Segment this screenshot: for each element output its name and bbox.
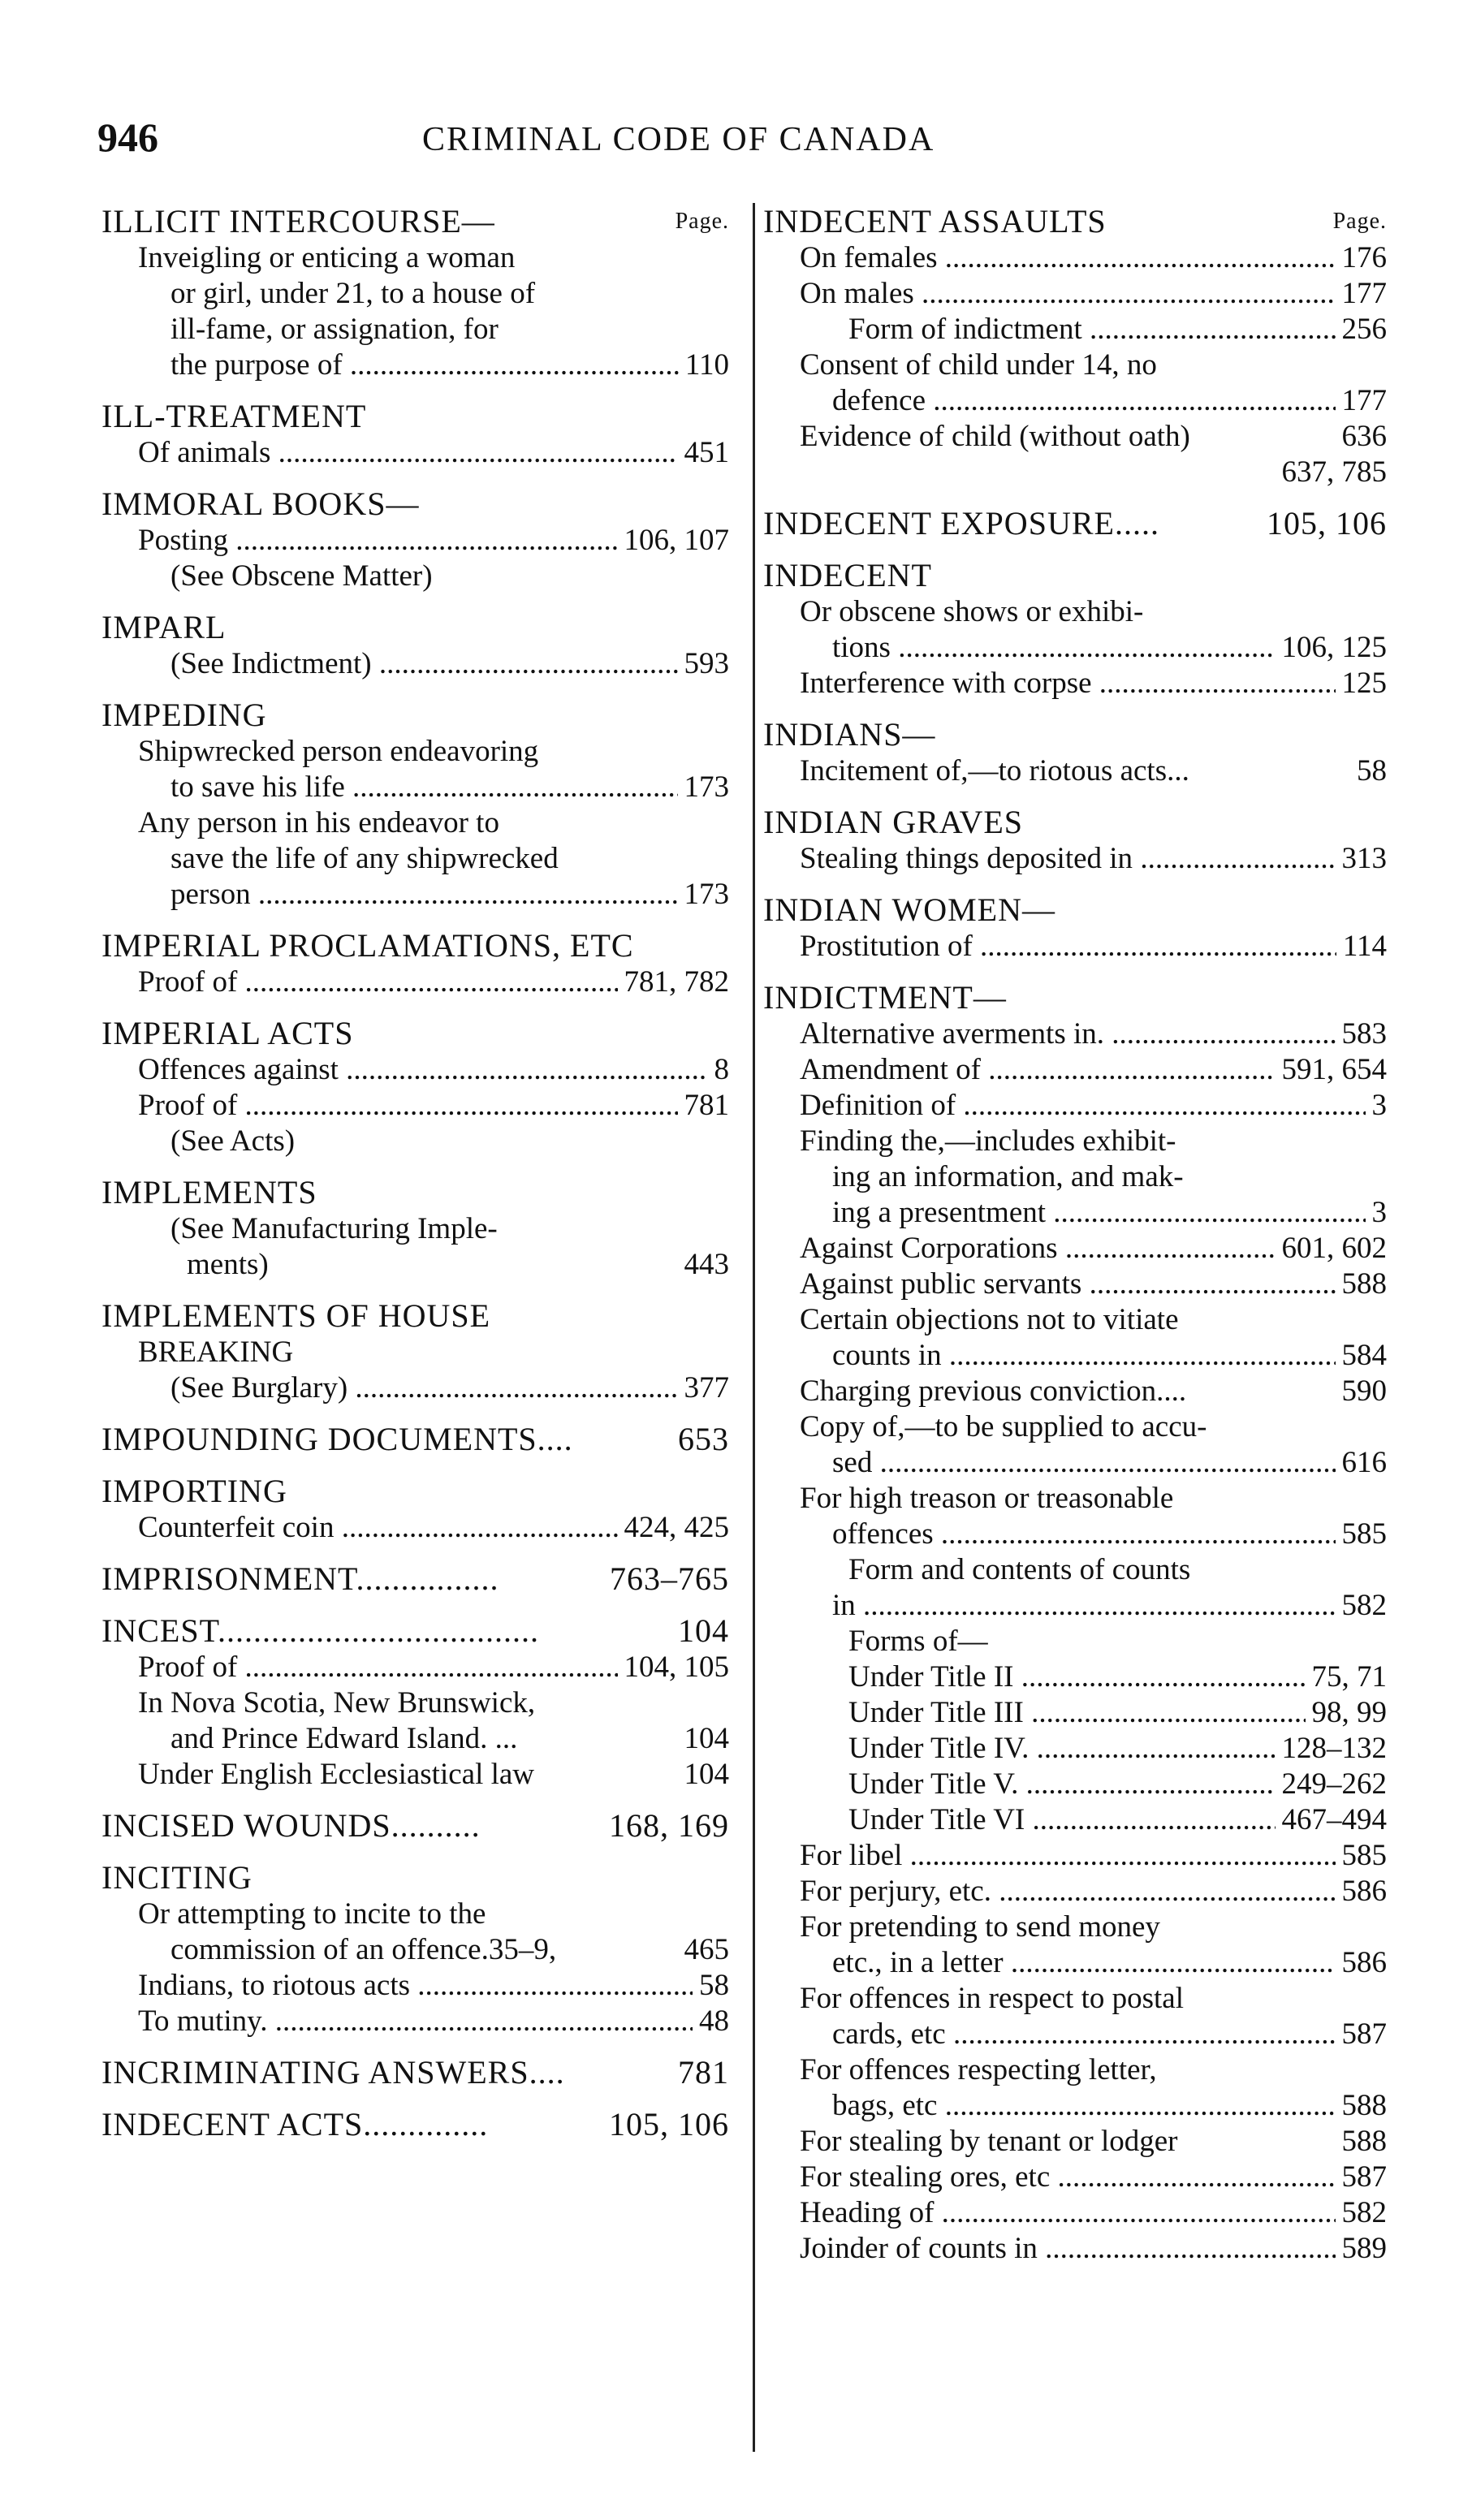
sub-entry — [763, 1374, 1396, 1409]
heading-text: IMPERIAL PROCLAMATIONS, ETC — [101, 927, 634, 964]
sub-entry — [101, 347, 739, 383]
entry-heading — [101, 1560, 739, 1598]
left-column — [101, 203, 739, 2158]
heading-text: INDECENT ASSAULTS — [763, 203, 1107, 239]
sub-entry — [101, 1124, 739, 1159]
sub-entry-text: Indians, to riotous acts ..... — [138, 1968, 693, 2004]
page-ref: 177 — [1341, 277, 1387, 310]
page-ref: 451 — [684, 436, 729, 469]
sub-entry-text: Proof of ..... — [138, 964, 618, 1000]
page-ref: 601, 602 — [1281, 1232, 1387, 1265]
entry-heading — [101, 2054, 739, 2091]
sub-entry-text: offences ..... — [832, 1517, 1336, 1552]
sub-entry — [763, 2231, 1396, 2267]
sub-entry — [101, 646, 739, 682]
entry-heading — [101, 927, 739, 964]
sub-entry — [763, 419, 1396, 455]
sub-entry-text: Charging previous conviction.... — [800, 1374, 1187, 1408]
sub-entry-text: ill-fame, or assignation, for — [171, 313, 499, 346]
entry-heading — [763, 557, 1396, 594]
sub-entry-text: For libel ..... — [800, 1838, 1336, 1874]
sub-entry-text: Certain objections not to vitiate — [800, 1303, 1179, 1336]
page-ref: 781, 782 — [624, 965, 729, 999]
sub-entry-text: Shipwrecked person endeavoring — [138, 735, 539, 768]
page-ref: 104, 105 — [624, 1651, 729, 1684]
sub-entry — [101, 435, 739, 471]
page-ref: 110 — [684, 348, 729, 382]
page-ref: 591, 654 — [1281, 1053, 1387, 1086]
heading-text: IMPERIAL ACTS — [101, 1015, 354, 1051]
entry-heading — [101, 203, 739, 240]
sub-entry-text: counts in ..... — [832, 1338, 1336, 1374]
sub-entry-text: Of animals ..... — [138, 435, 678, 471]
index-entry — [763, 804, 1396, 877]
sub-entry-text: Under Title V. ..... — [848, 1767, 1276, 1802]
sub-entry — [763, 2088, 1396, 2124]
sub-entry — [763, 1874, 1396, 1909]
page-ref: 106, 125 — [1281, 631, 1387, 664]
index-entry — [101, 398, 739, 471]
page-number: 946 — [97, 114, 158, 160]
sub-entry — [101, 1052, 739, 1088]
sub-entry — [101, 1088, 739, 1124]
sub-entry — [101, 1211, 739, 1247]
sub-entry — [101, 1968, 739, 2004]
index-entry — [101, 1807, 739, 1845]
sub-entry — [763, 1195, 1396, 1231]
page-ref: 637, 785 — [1281, 455, 1387, 489]
sub-entry — [763, 929, 1396, 964]
sub-entry — [101, 1650, 739, 1685]
entry-heading — [763, 716, 1396, 753]
page-ref: 593 — [684, 647, 729, 680]
sub-entry-text: (See Obscene Matter) — [171, 559, 433, 593]
sub-entry — [763, 347, 1396, 383]
entry-heading — [101, 1612, 739, 1650]
sub-entry-text: cards, etc ..... — [832, 2017, 1336, 2052]
sub-entry-text: Against public servants ..... — [800, 1266, 1336, 1302]
page-ref: 588 — [1341, 1267, 1387, 1301]
heading-text: ILL-TREATMENT — [101, 398, 367, 434]
heading-page-ref: 168, 169 — [609, 1807, 729, 1844]
sub-entry — [763, 1945, 1396, 1981]
sub-entry-text: Under English Ecclesiastical law — [138, 1758, 535, 1791]
heading-page-ref: 781 — [678, 2054, 729, 2091]
sub-entry-text: Inveigling or enticing a woman — [138, 241, 516, 274]
sub-entry-text: For pretending to send money — [800, 1910, 1160, 1944]
sub-entry-text: Incitement of,—to riotous acts... — [800, 754, 1189, 788]
sub-entry — [763, 1481, 1396, 1517]
sub-entry-text: For high treason or treasonable — [800, 1482, 1174, 1515]
sub-entry — [763, 1802, 1396, 1838]
index-entry — [763, 505, 1396, 542]
sub-entry-text: ments) — [187, 1248, 269, 1281]
sub-entry-text: etc., in a letter ..... — [832, 1945, 1336, 1981]
heading-page-ref: 763–765 — [610, 1560, 729, 1597]
page-ref: 256 — [1341, 313, 1387, 346]
page-ref: 98, 99 — [1311, 1696, 1387, 1729]
sub-entry-text: Form and contents of counts — [848, 1553, 1191, 1586]
heading-text: IMPRISONMENT................ — [101, 1560, 499, 1597]
sub-entry — [763, 841, 1396, 877]
index-entry — [763, 891, 1396, 964]
sub-entry-text: in ..... — [832, 1588, 1336, 1624]
sub-entry — [101, 1721, 739, 1757]
page-ref: 590 — [1341, 1374, 1387, 1408]
page-ref: 173 — [684, 878, 729, 911]
sub-entry-text: tions ..... — [832, 630, 1276, 666]
index-entry — [101, 1015, 739, 1159]
heading-text: INCISED WOUNDS.......... — [101, 1807, 481, 1844]
sub-entry — [763, 1409, 1396, 1445]
page-ref: 588 — [1341, 2125, 1387, 2158]
sub-entry-text: Definition of ..... — [800, 1088, 1366, 1124]
sub-entry — [101, 964, 739, 1000]
sub-entry — [763, 1767, 1396, 1802]
entry-heading — [763, 505, 1396, 542]
sub-entry — [101, 770, 739, 805]
sub-entry — [101, 1335, 739, 1370]
entry-heading — [101, 1421, 739, 1458]
heading-text: INCITING — [101, 1859, 253, 1896]
page-ref: 588 — [1341, 2089, 1387, 2122]
entry-heading — [101, 485, 739, 523]
sub-entry — [101, 1510, 739, 1546]
index-entry — [101, 203, 739, 383]
entry-heading — [101, 1807, 739, 1845]
sub-entry — [763, 1231, 1396, 1266]
sub-entry — [763, 753, 1396, 789]
sub-entry — [101, 559, 739, 594]
sub-entry — [763, 1838, 1396, 1874]
page-ref: 3 — [1371, 1089, 1387, 1122]
page-ref: 616 — [1341, 1446, 1387, 1479]
sub-entry-text: Prostitution of ..... — [800, 929, 1336, 964]
index-entry — [101, 1174, 739, 1283]
column-divider — [753, 203, 755, 2452]
heading-text: INCRIMINATING ANSWERS.... — [101, 2054, 565, 2091]
sub-entry — [101, 841, 739, 877]
index-entry — [101, 697, 739, 913]
index-entry — [763, 557, 1396, 701]
sub-entry — [763, 1159, 1396, 1195]
heading-text: INDECENT EXPOSURE..... — [763, 505, 1159, 542]
page-ref: 587 — [1341, 2160, 1387, 2194]
sub-entry-text: To mutiny. ..... — [138, 2004, 693, 2039]
index-entry — [101, 1612, 739, 1793]
sub-entry-text: sed ..... — [832, 1445, 1336, 1481]
sub-entry — [101, 312, 739, 347]
sub-entry — [763, 1659, 1396, 1695]
heading-page-ref: 653 — [678, 1421, 729, 1457]
page-ref: 58 — [699, 1969, 729, 2002]
heading-text: INDECENT — [763, 557, 932, 593]
sub-entry-text: Under Title VI ..... — [848, 1802, 1276, 1838]
page-column-label: Page. — [675, 209, 729, 234]
sub-entry-text: Posting ..... — [138, 523, 618, 559]
sub-entry — [763, 1016, 1396, 1052]
sub-entry — [763, 2124, 1396, 2160]
sub-entry-text: defence ..... — [832, 383, 1336, 419]
page-header — [97, 114, 1396, 170]
heading-text: ILLICIT INTERCOURSE— — [101, 203, 495, 239]
sub-entry-text: For offences respecting letter, — [800, 2053, 1157, 2086]
heading-text: INDECENT ACTS.............. — [101, 2106, 489, 2142]
sub-entry — [763, 666, 1396, 701]
sub-entry-text: For stealing ores, etc ..... — [800, 2160, 1336, 2195]
page-ref: 177 — [1341, 384, 1387, 417]
heading-text: INDIAN GRAVES — [763, 804, 1024, 840]
sub-entry — [763, 1981, 1396, 2017]
page-ref: 249–262 — [1281, 1767, 1387, 1801]
heading-text: IMPLEMENTS OF HOUSE — [101, 1297, 491, 1334]
sub-entry — [101, 1370, 739, 1406]
sub-entry — [763, 1124, 1396, 1159]
sub-entry-text: For perjury, etc. ..... — [800, 1874, 1336, 1909]
sub-entry — [763, 1088, 1396, 1124]
index-entry — [101, 927, 739, 1000]
sub-entry — [763, 383, 1396, 419]
sub-entry — [763, 1445, 1396, 1481]
sub-entry — [763, 630, 1396, 666]
page-ref: 128–132 — [1281, 1732, 1387, 1765]
entry-heading — [101, 1174, 739, 1211]
page-ref: 48 — [699, 2004, 729, 2038]
sub-entry-text: Any person in his endeavor to — [138, 806, 499, 839]
index-entry — [101, 1297, 739, 1406]
sub-entry-text: save the life of any shipwrecked — [171, 842, 559, 875]
heading-text: IMPEDING — [101, 697, 267, 733]
index-entry — [101, 2054, 739, 2091]
page-ref: 58 — [1357, 754, 1387, 788]
entry-heading — [101, 1015, 739, 1052]
sub-entry-text: and Prince Edward Island. ... — [171, 1722, 518, 1755]
sub-entry-text: For offences in respect to postal — [800, 1982, 1184, 2015]
heading-text: IMPORTING — [101, 1473, 287, 1509]
sub-entry — [101, 276, 739, 312]
sub-entry — [763, 1695, 1396, 1731]
sub-entry — [763, 2052, 1396, 2088]
sub-entry-text: Alternative averments in. ..... — [800, 1016, 1336, 1052]
page-ref: 587 — [1341, 2017, 1387, 2051]
sub-entry-text: BREAKING — [138, 1336, 294, 1369]
sub-entry — [763, 1517, 1396, 1552]
entry-heading — [763, 891, 1396, 929]
sub-entry — [101, 734, 739, 770]
sub-entry-text: (See Indictment) ..... — [171, 646, 678, 682]
sub-entry-text: Offences against ..... — [138, 1052, 708, 1088]
sub-entry-text: bags, etc ..... — [832, 2088, 1336, 2124]
sub-entry-text: Under Title III ..... — [848, 1695, 1306, 1731]
page-ref: 584 — [1341, 1339, 1387, 1372]
sub-entry-text: commission of an offence.35–9, — [171, 1933, 557, 1966]
sub-entry — [101, 1896, 739, 1932]
index-entry — [101, 1421, 739, 1458]
entry-heading — [763, 979, 1396, 1016]
sub-entry-text: On males ..... — [800, 276, 1336, 312]
sub-entry-text: Heading of ..... — [800, 2195, 1336, 2231]
sub-entry-text: Copy of,—to be supplied to accu- — [800, 1410, 1207, 1443]
index-entry — [101, 1473, 739, 1546]
entry-heading — [101, 697, 739, 734]
page-column-label: Page. — [1332, 209, 1387, 234]
entry-heading — [101, 1297, 739, 1335]
sub-entry — [763, 312, 1396, 347]
heading-page-ref: 105, 106 — [609, 2106, 729, 2142]
sub-entry-text: For stealing by tenant or lodger — [800, 2125, 1178, 2158]
sub-entry-text: Form of indictment ..... — [848, 312, 1336, 347]
sub-entry-text: Interference with corpse ..... — [800, 666, 1336, 701]
index-entry — [101, 485, 739, 594]
heading-text: INDICTMENT— — [763, 979, 1007, 1016]
sub-entry — [763, 1052, 1396, 1088]
page-ref: 424, 425 — [624, 1511, 729, 1544]
sub-entry-text: Evidence of child (without oath) — [800, 420, 1190, 453]
page-ref: 585 — [1341, 1839, 1387, 1872]
page-ref: 583 — [1341, 1017, 1387, 1051]
heading-text: IMPLEMENTS — [101, 1174, 317, 1210]
entry-heading — [101, 2106, 739, 2143]
sub-entry — [101, 1757, 739, 1793]
sub-entry — [101, 877, 739, 913]
page-ref: 589 — [1341, 2232, 1387, 2265]
sub-entry — [763, 2160, 1396, 2195]
right-column — [763, 203, 1396, 2281]
sub-entry-text: Forms of— — [848, 1625, 988, 1658]
sub-entry-text: person ..... — [171, 877, 678, 913]
sub-entry — [763, 1338, 1396, 1374]
sub-entry — [763, 240, 1396, 276]
sub-entry — [763, 1731, 1396, 1767]
page-ref: 313 — [1341, 842, 1387, 875]
sub-entry — [763, 2017, 1396, 2052]
page-ref: 104 — [684, 1758, 729, 1791]
sub-entry-text: (See Acts) — [171, 1124, 296, 1158]
page-ref: 114 — [1342, 930, 1387, 963]
sub-entry-text: Counterfeit coin ..... — [138, 1510, 618, 1546]
sub-entry-text: the purpose of ..... — [171, 347, 679, 383]
sub-entry-text: Under Title II ..... — [848, 1659, 1306, 1695]
heading-text: IMPARL — [101, 609, 227, 645]
sub-entry-text: Consent of child under 14, no — [800, 348, 1157, 382]
entry-heading — [101, 398, 739, 435]
sub-entry — [763, 2195, 1396, 2231]
sub-entry-text: Proof of ..... — [138, 1088, 678, 1124]
page-ref: 467–494 — [1281, 1803, 1387, 1836]
index-entry — [763, 979, 1396, 2267]
sub-entry — [763, 455, 1396, 490]
heading-text: IMPOUNDING DOCUMENTS.... — [101, 1421, 573, 1457]
sub-entry-text: Proof of ..... — [138, 1650, 618, 1685]
page-ref: 443 — [684, 1248, 729, 1281]
page-ref: 104 — [684, 1722, 729, 1755]
page-ref: 377 — [684, 1371, 729, 1405]
sub-entry — [763, 1909, 1396, 1945]
sub-entry-text: ing an information, and mak- — [832, 1160, 1184, 1193]
page-ref: 586 — [1341, 1946, 1387, 1979]
sub-entry — [763, 1266, 1396, 1302]
page-ref: 75, 71 — [1311, 1660, 1387, 1694]
page-ref: 106, 107 — [624, 524, 729, 557]
sub-entry-text: to save his life ..... — [171, 770, 678, 805]
entry-heading — [101, 1859, 739, 1896]
entry-heading — [101, 609, 739, 646]
sub-entry-text: On females ..... — [800, 240, 1336, 276]
heading-page-ref: 105, 106 — [1267, 505, 1387, 542]
index-entry — [763, 716, 1396, 789]
heading-text: INDIAN WOMEN— — [763, 891, 1055, 928]
sub-entry-text: Amendment of ..... — [800, 1052, 1276, 1088]
page-ref: 125 — [1341, 667, 1387, 700]
heading-page-ref: 104 — [678, 1612, 729, 1649]
sub-entry-text: Under Title IV. ..... — [848, 1731, 1276, 1767]
page-ref: 582 — [1341, 1589, 1387, 1622]
page-ref: 176 — [1341, 241, 1387, 274]
sub-entry-text: Stealing things deposited in ..... — [800, 841, 1336, 877]
sub-entry-text: or girl, under 21, to a house of — [171, 277, 536, 310]
index-entry — [101, 1560, 739, 1598]
entry-heading — [763, 203, 1396, 240]
page-ref: 465 — [684, 1933, 729, 1966]
sub-entry — [101, 2004, 739, 2039]
sub-entry-text: ing a presentment ..... — [832, 1195, 1366, 1231]
page-ref: 586 — [1341, 1875, 1387, 1908]
heading-text: INCEST.................................... — [101, 1612, 540, 1649]
entry-heading — [101, 1473, 739, 1510]
sub-entry — [763, 1624, 1396, 1659]
page-ref: 3 — [1371, 1196, 1387, 1229]
running-title: CRIMINAL CODE OF CANADA — [422, 121, 935, 158]
sub-entry-text: (See Burglary) ..... — [171, 1370, 678, 1406]
page-ref: 585 — [1341, 1517, 1387, 1551]
sub-entry — [101, 523, 739, 559]
sub-entry — [763, 594, 1396, 630]
heading-text: INDIANS— — [763, 716, 936, 753]
sub-entry — [101, 805, 739, 841]
sub-entry — [101, 1685, 739, 1721]
sub-entry — [763, 1588, 1396, 1624]
sub-entry-text: Against Corporations ..... — [800, 1231, 1276, 1266]
sub-entry-text: In Nova Scotia, New Brunswick, — [138, 1686, 536, 1720]
sub-entry-text: Finding the,—includes exhibit- — [800, 1124, 1176, 1158]
index-entry — [101, 609, 739, 682]
page-ref: 8 — [714, 1053, 729, 1086]
index-entry — [101, 1859, 739, 2039]
sub-entry — [101, 1932, 739, 1968]
index-entry — [763, 203, 1396, 490]
sub-entry-text: Or obscene shows or exhibi- — [800, 595, 1144, 628]
index-entry — [101, 2106, 739, 2143]
sub-entry — [763, 1302, 1396, 1338]
entry-heading — [763, 804, 1396, 841]
page-ref: 173 — [684, 770, 729, 804]
sub-entry-text: Joinder of counts in ..... — [800, 2231, 1336, 2267]
sub-entry — [763, 276, 1396, 312]
page-ref: 636 — [1341, 420, 1387, 453]
sub-entry-text: Or attempting to incite to the — [138, 1897, 486, 1931]
page-ref: 582 — [1341, 2196, 1387, 2229]
sub-entry — [763, 1552, 1396, 1588]
sub-entry-text: (See Manufacturing Imple- — [171, 1212, 498, 1245]
heading-text: IMMORAL BOOKS— — [101, 485, 420, 522]
sub-entry — [101, 1247, 739, 1283]
sub-entry — [101, 240, 739, 276]
page-ref: 781 — [684, 1089, 729, 1122]
